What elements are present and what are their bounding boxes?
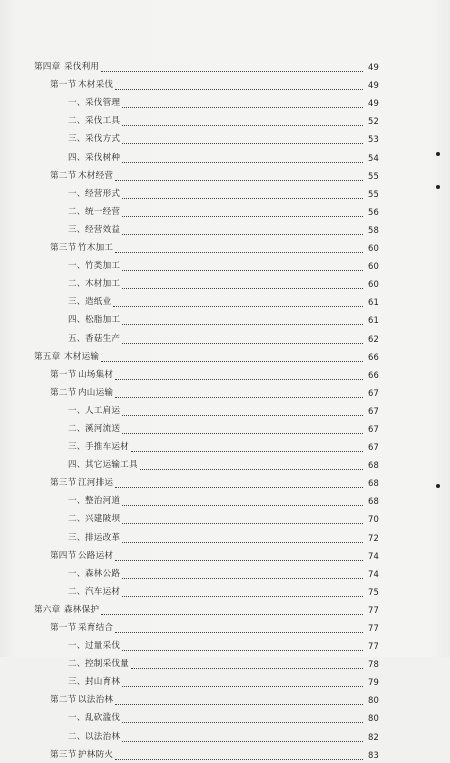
- toc-page-number: 68: [367, 460, 379, 471]
- toc-entry-title: 采伐树种: [85, 152, 121, 163]
- dot-leader: [122, 142, 363, 144]
- dot-leader: [122, 197, 363, 199]
- toc-page-number: 53: [367, 134, 379, 145]
- toc-entry-title: 公路运材: [78, 550, 114, 561]
- toc-entry-number: 三、: [68, 297, 86, 308]
- toc-entry-title: 溪河流送: [85, 423, 121, 434]
- toc-subsection-entry: [34, 292, 379, 310]
- dot-leader: [101, 70, 363, 72]
- toc-entry-number: 三、: [68, 677, 86, 688]
- toc-entry-title: 森林公路: [85, 568, 121, 579]
- dot-leader: [122, 577, 363, 579]
- dot-leader: [122, 522, 363, 524]
- toc-entry-number: 第一节: [50, 623, 77, 633]
- toc-entry-title: 造纸业: [85, 297, 112, 308]
- toc-entry-title: 竹木加工: [78, 243, 114, 254]
- toc-entry-number: 第二节: [50, 387, 77, 398]
- dot-leader: [115, 378, 363, 380]
- toc-entry-title: 采伐利用: [64, 62, 100, 73]
- toc-entry-title: 人工肩运: [85, 405, 121, 416]
- toc-page-number: 58: [367, 224, 379, 235]
- toc-page-number: 68: [367, 478, 379, 489]
- toc-entry-number: 四、: [68, 152, 86, 163]
- dot-leader: [115, 758, 363, 760]
- dot-leader: [122, 161, 363, 163]
- toc-page-number: 67: [367, 423, 379, 434]
- toc-entry-number: 三、: [68, 532, 86, 543]
- dot-leader: [122, 342, 363, 344]
- toc-entry-number: 第五章: [34, 351, 61, 362]
- toc-page-number: 54: [367, 152, 379, 163]
- toc-page-number: 55: [367, 170, 379, 181]
- dot-leader: [122, 287, 363, 289]
- toc-section-entry: [34, 745, 379, 763]
- toc-entry-number: 第三节: [50, 478, 77, 489]
- toc-page-number: 60: [367, 279, 379, 290]
- toc-section-entry: [34, 546, 379, 564]
- toc-entry-title: 排运改革: [85, 532, 121, 543]
- dot-leader: [101, 360, 363, 362]
- toc-entry-number: 一、: [68, 496, 86, 507]
- dot-leader: [122, 215, 363, 217]
- toc-section-entry: [34, 166, 379, 184]
- toc-entry-title: 手推车运材: [85, 442, 129, 453]
- toc-entry-number: 一、: [68, 261, 86, 272]
- toc-section-entry: [34, 75, 379, 93]
- toc-page-number: 56: [367, 206, 379, 217]
- toc-section-entry: [34, 473, 379, 491]
- toc-entry-number: 第四节: [50, 550, 77, 561]
- toc-page-number: 62: [367, 333, 379, 344]
- toc-subsection-entry: [34, 274, 379, 292]
- toc-entry-title: 松脂加工: [85, 315, 121, 326]
- toc-subsection-entry: [34, 310, 379, 328]
- toc-entry-number: 一、: [68, 188, 86, 199]
- toc-page-number: 79: [367, 677, 379, 688]
- toc-entry-number: 第一节: [50, 80, 77, 91]
- toc-entry-title: 采伐管理: [85, 98, 121, 109]
- dot-leader: [115, 631, 363, 633]
- toc-entry-number: 第一节: [50, 369, 77, 380]
- toc-subsection-entry: [34, 147, 379, 165]
- toc-chapter-entry: [34, 347, 379, 365]
- toc-entry-title: 采伐方式: [85, 134, 121, 145]
- toc-page-number: 77: [367, 623, 379, 633]
- toc-entry-number: 一、: [68, 98, 86, 109]
- dot-leader: [115, 396, 363, 398]
- toc-page-number: 67: [367, 387, 379, 398]
- toc-subsection-entry: [34, 184, 379, 202]
- toc-entry-number: 二、: [68, 423, 86, 434]
- dot-leader: [122, 595, 363, 597]
- toc-entry-number: 一、: [68, 568, 86, 579]
- toc-subsection-entry: [34, 220, 379, 238]
- toc-entry-title: 木材加工: [85, 279, 121, 290]
- dot-leader: [115, 559, 363, 561]
- toc-page-number: 78: [367, 659, 379, 670]
- toc-subsection-entry: [34, 636, 379, 654]
- dot-leader: [115, 179, 363, 181]
- toc-entry-number: 五、: [68, 333, 86, 344]
- toc-subsection-entry: [34, 582, 379, 600]
- toc-subsection-entry: [34, 129, 379, 147]
- toc-page-number: 82: [367, 731, 379, 742]
- toc-entry-number: 二、: [68, 586, 86, 597]
- toc-entry-title: 以法治林: [78, 695, 114, 706]
- binding-hole-mark: [436, 185, 440, 189]
- toc-entry-number: 三、: [68, 134, 86, 145]
- dot-leader: [122, 649, 363, 651]
- toc-entry-title: 采育结合: [78, 623, 114, 633]
- toc-entry-number: 二、: [68, 514, 86, 525]
- toc-page-number: 72: [367, 532, 379, 543]
- toc-section-entry: [34, 618, 379, 636]
- dot-leader: [115, 88, 363, 90]
- toc-subsection-entry: [34, 708, 379, 726]
- toc-entry-number: 二、: [68, 279, 86, 290]
- toc-entry-title: 经营效益: [85, 224, 121, 235]
- toc-entry-title: 木材经营: [78, 170, 114, 181]
- dot-leader: [122, 124, 363, 126]
- toc-subsection-entry: [34, 328, 379, 346]
- dot-leader: [122, 721, 363, 723]
- dot-leader: [122, 323, 363, 325]
- toc-subsection-entry: [34, 419, 379, 437]
- toc-subsection-entry: [34, 437, 379, 455]
- toc-section-entry: [34, 365, 379, 383]
- dot-leader: [122, 504, 363, 506]
- toc-entry-title: 统一经营: [85, 206, 121, 217]
- toc-entry-title: 过量采伐: [85, 641, 121, 652]
- toc-page-number: 52: [367, 116, 379, 127]
- toc-section-entry: [34, 238, 379, 256]
- toc-page-number: 66: [367, 369, 379, 380]
- toc-page-number: 55: [367, 188, 379, 199]
- toc-entry-title: 山场集材: [78, 369, 114, 380]
- toc-page-number: 77: [367, 604, 379, 615]
- toc-chapter-entry: [34, 57, 379, 75]
- dot-leader: [115, 486, 363, 488]
- toc-entry-number: 四、: [68, 460, 86, 471]
- dot-leader: [113, 305, 363, 307]
- toc-entry-number: 二、: [68, 116, 86, 127]
- toc-entry-title: 香菇生产: [85, 333, 121, 344]
- toc-entry-title: 木材运输: [64, 351, 100, 362]
- toc-page-number: 49: [367, 98, 379, 109]
- toc-entry-title: 护林防火: [78, 749, 114, 760]
- dot-leader: [115, 251, 363, 253]
- toc-entry-title: 经营形式: [85, 188, 121, 199]
- toc-page-number: 61: [367, 297, 379, 308]
- toc-page-number: 61: [367, 315, 379, 326]
- toc-entry-number: 二、: [68, 731, 86, 742]
- toc-entry-number: 第四章: [34, 62, 61, 73]
- toc-entry-title: 整治河道: [85, 496, 121, 507]
- toc-entry-number: 第二节: [50, 695, 77, 706]
- toc-subsection-entry: [34, 509, 379, 527]
- toc-section-entry: [34, 690, 379, 708]
- toc-page-number: 68: [367, 496, 379, 507]
- dot-leader: [140, 468, 363, 470]
- toc-section-entry: [34, 383, 379, 401]
- toc-subsection-entry: [34, 726, 379, 744]
- toc-entry-title: 江河排运: [78, 478, 114, 489]
- toc-entry-number: 第三节: [50, 749, 77, 760]
- toc-entry-title: 竹类加工: [85, 261, 121, 272]
- toc-page-number: 67: [367, 405, 379, 416]
- toc-entry-title: 其它运输工具: [85, 460, 138, 471]
- toc-subsection-entry: [34, 672, 379, 690]
- toc-page-number: 77: [367, 641, 379, 652]
- toc-entry-title: 兴建陂坝: [85, 514, 121, 525]
- toc-entry-number: 第三节: [50, 243, 77, 254]
- toc-entry-title: 采伐工具: [85, 116, 121, 127]
- toc-entry-number: 一、: [68, 405, 86, 416]
- binding-hole-mark: [436, 152, 440, 156]
- toc-page-number: 80: [367, 695, 379, 706]
- dot-leader: [122, 685, 363, 687]
- toc-page-number: 83: [367, 749, 379, 760]
- toc-page-number: 49: [367, 80, 379, 91]
- dot-leader: [122, 269, 363, 271]
- toc-page-number: 60: [367, 243, 379, 254]
- toc-entry-title: 木材采伐: [78, 80, 114, 91]
- toc-subsection-entry: [34, 93, 379, 111]
- toc-entry-title: 汽车运材: [85, 586, 121, 597]
- toc-page-number: 49: [367, 62, 379, 73]
- toc-subsection-entry: [34, 491, 379, 509]
- toc-entry-number: 三、: [68, 442, 86, 453]
- toc-entry-title: 森林保护: [64, 604, 100, 615]
- toc-entry-title: 以法治林: [85, 731, 121, 742]
- toc-entry-number: 第六章: [34, 604, 61, 615]
- dot-leader: [122, 233, 363, 235]
- toc-page-number: 66: [367, 351, 379, 362]
- toc-entry-number: 一、: [68, 713, 86, 724]
- binding-hole-mark: [436, 484, 440, 488]
- toc-subsection-entry: [34, 564, 379, 582]
- toc-subsection-entry: [34, 401, 379, 419]
- toc-entry-title: 内山运输: [78, 387, 114, 398]
- toc-page-number: 80: [367, 713, 379, 724]
- toc-entry-number: 二、: [68, 659, 86, 670]
- toc-page-number: 67: [367, 442, 379, 453]
- dot-leader: [122, 541, 363, 543]
- dot-leader: [131, 667, 363, 669]
- dot-leader: [115, 703, 363, 705]
- toc-subsection-entry: [34, 455, 379, 473]
- toc-entry-title: 控制采伐量: [85, 659, 129, 670]
- dot-leader: [131, 450, 363, 452]
- toc-subsection-entry: [34, 202, 379, 220]
- toc-subsection-entry: [34, 527, 379, 545]
- dot-leader: [122, 432, 363, 434]
- toc-entry-number: 第二节: [50, 170, 77, 181]
- toc-page-number: 74: [367, 568, 379, 579]
- toc-page-number: 70: [367, 514, 379, 525]
- toc-entry-number: 三、: [68, 224, 86, 235]
- toc-page-number: 60: [367, 261, 379, 272]
- dot-leader: [122, 106, 363, 108]
- toc-entry-title: 乱砍滥伐: [85, 713, 121, 724]
- toc-page-number: 74: [367, 550, 379, 561]
- toc-subsection-entry: [34, 256, 379, 274]
- toc-page-number: 75: [367, 586, 379, 597]
- toc-entry-number: 一、: [68, 641, 86, 652]
- dot-leader: [101, 613, 363, 615]
- toc-subsection-entry: [34, 111, 379, 129]
- toc-entry-number: 二、: [68, 206, 86, 217]
- dot-leader: [122, 414, 363, 416]
- dot-leader: [122, 740, 363, 742]
- toc-chapter-entry: [34, 600, 379, 618]
- toc-entry-title: 封山育林: [85, 677, 121, 688]
- toc-entry-number: 四、: [68, 315, 86, 326]
